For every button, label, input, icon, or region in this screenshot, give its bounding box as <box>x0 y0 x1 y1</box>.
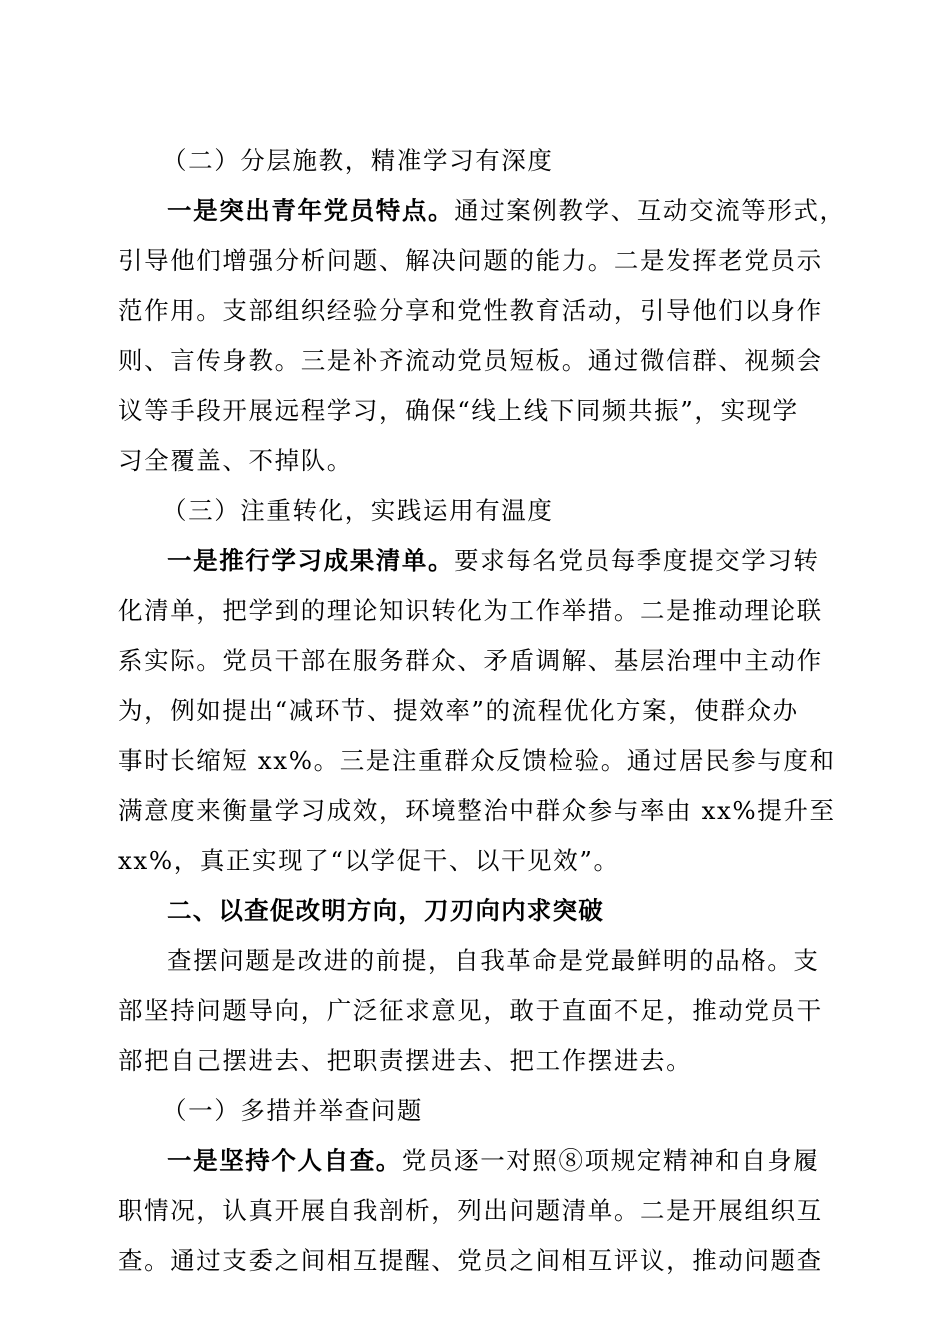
bold-lead: 一是推行学习成果清单。 <box>167 546 455 575</box>
paragraph-line: 查摆问题是改进的前提，自我革命是党最鲜明的品格。支 <box>167 946 820 975</box>
paragraph-line: 引导他们增强分析问题、解决问题的能力。二是发挥老党员示 <box>118 246 823 275</box>
document-page <box>118 136 846 1286</box>
paragraph-line: 满意度来衡量学习成效，环境整治中群众参与率由 xx%提升至 <box>118 796 836 825</box>
bold-lead: 一是坚持个人自查。 <box>167 1146 402 1175</box>
paragraph-line: 范作用。支部组织经验分享和党性教育活动，引导他们以身作 <box>118 296 823 325</box>
paragraph-line: 习全覆盖、不掉队。 <box>118 446 353 475</box>
paragraph-line: 为，例如提出“减环节、提效率”的流程优化方案，使群众办 <box>118 696 799 725</box>
subheading-1: （一）多措并举查问题 <box>162 1096 423 1125</box>
bold-lead: 一是突出青年党员特点。 <box>167 196 455 225</box>
paragraph-line: 部把自己摆进去、把职责摆进去、把工作摆进去。 <box>118 1046 693 1075</box>
paragraph-line: 化清单，把学到的理论知识转化为工作举措。二是推动理论联 <box>118 596 823 625</box>
paragraph-line: 事时长缩短 xx%。三是注重群众反馈检验。通过居民参与度和 <box>118 746 836 775</box>
paragraph-line: 一是坚持个人自查。党员逐一对照⑧项规定精神和自身履 <box>167 1146 820 1175</box>
paragraph-line: xx%，真正实现了“以学促干、以干见效”。 <box>118 846 620 875</box>
paragraph-line: 查。通过支委之间相互提醒、党员之间相互评议，推动问题查 <box>118 1246 823 1275</box>
paragraph-line: 部坚持问题导向，广泛征求意见，敢于直面不足，推动党员干 <box>118 996 823 1025</box>
paragraph-line: 一是推行学习成果清单。要求每名党员每季度提交学习转 <box>167 546 820 575</box>
paragraph-line: 一是突出青年党员特点。通过案例教学、互动交流等形式， <box>167 196 846 225</box>
paragraph-line: 职情况，认真开展自我剖析，列出问题清单。二是开展组织互 <box>118 1196 823 1225</box>
subheading-3: （三）注重转化，实践运用有温度 <box>162 496 554 525</box>
paragraph-line: 则、言传身教。三是补齐流动党员短板。通过微信群、视频会 <box>118 346 823 375</box>
section-heading: 二、以查促改明方向，刀刃向内求突破 <box>167 896 604 925</box>
paragraph-line: 议等手段开展远程学习，确保“线上线下同频共振”，实现学 <box>118 396 799 425</box>
subheading-2: （二）分层施教，精准学习有深度 <box>162 146 554 175</box>
paragraph-line: 系实际。党员干部在服务群众、矛盾调解、基层治理中主动作 <box>118 646 823 675</box>
